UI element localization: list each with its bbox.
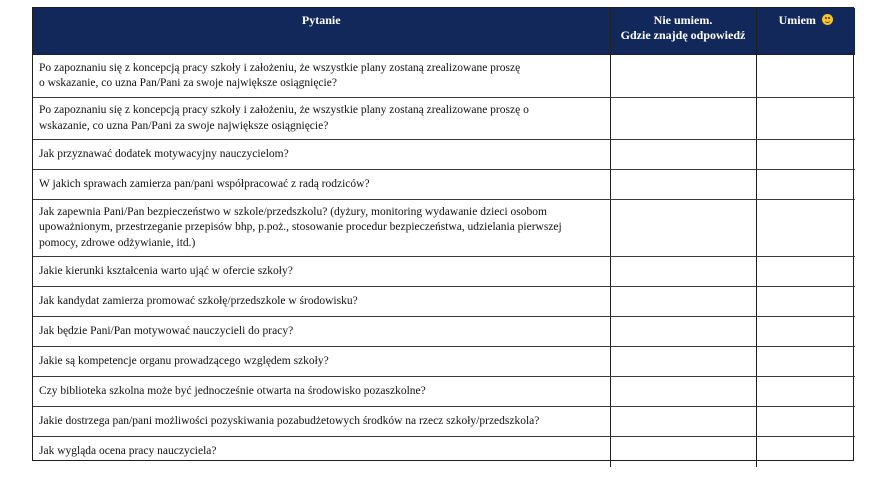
table-row	[33, 347, 855, 377]
question-table-container	[32, 7, 854, 461]
dont-know-cell[interactable]	[610, 347, 756, 377]
dont-know-cell[interactable]	[610, 377, 756, 407]
know-cell[interactable]	[756, 347, 855, 377]
know-cell[interactable]	[756, 170, 855, 200]
header-dont-know-line1: Nie umiem.	[653, 13, 713, 27]
question-line: Jak zapewnia Pani/Pan bezpieczeństwo w szkole/przedszkolu? (dyżury, monitoring wydawanie dzieci osobom	[39, 205, 547, 218]
question-cell	[33, 98, 610, 140]
question-cell	[33, 200, 610, 257]
question-cell	[33, 317, 610, 347]
question-line: Jak wygląda ocena pracy nauczyciela?	[39, 445, 217, 457]
know-cell[interactable]	[756, 55, 855, 98]
question-line: o wskazanie, co uzna Pan/Pani za swoje największe osiągnięcie?	[39, 77, 337, 89]
dont-know-cell[interactable]	[610, 170, 756, 200]
question-table	[33, 8, 855, 467]
know-cell[interactable]	[756, 98, 855, 140]
table-row	[33, 170, 855, 200]
dont-know-cell[interactable]	[610, 287, 756, 317]
know-cell[interactable]	[756, 377, 855, 407]
table-row	[33, 55, 855, 98]
dont-know-cell[interactable]	[610, 407, 756, 437]
question-cell	[33, 170, 610, 200]
dont-know-cell[interactable]	[610, 317, 756, 347]
table-row	[33, 437, 855, 467]
question-line: Czy biblioteka szkolna może być jednocześnie otwarta na środowisko pozaszkolne?	[39, 384, 426, 397]
question-cell	[33, 347, 610, 377]
question-line: Jakie kierunki kształcenia warto ująć w ofercie szkoły?	[39, 264, 293, 277]
question-cell	[33, 377, 610, 407]
table-row	[33, 407, 855, 437]
know-cell[interactable]	[756, 437, 855, 467]
header-know	[756, 8, 855, 55]
header-dont-know-line2: Gdzie znajdę odpowiedź	[620, 28, 746, 42]
know-cell[interactable]	[756, 317, 855, 347]
smiling-face-icon	[822, 14, 833, 25]
table-row	[33, 317, 855, 347]
table-row	[33, 140, 855, 170]
dont-know-cell[interactable]	[610, 98, 756, 140]
question-line: Po zapoznaniu się z koncepcją pracy szkoły i założeniu, że wszystkie plany zostaną zrealizowane proszę	[39, 61, 521, 74]
dont-know-cell[interactable]	[610, 140, 756, 170]
question-line: W jakich sprawach zamierza pan/pani współpracować z radą rodziców?	[39, 177, 370, 190]
question-cell	[33, 287, 610, 317]
question-cell	[33, 407, 610, 437]
dont-know-cell[interactable]	[610, 55, 756, 98]
question-line: pomocy, zdrowe odżywianie, itd.)	[39, 236, 196, 249]
question-line: Jakie dostrzega pan/pani możliwości pozyskiwania pozabudżetowych środków na rzecz szkoły/przedszkola?	[39, 414, 540, 427]
table-row	[33, 98, 855, 140]
know-cell[interactable]	[756, 200, 855, 257]
question-cell	[33, 437, 610, 467]
header-know-label: Umiem	[778, 13, 816, 27]
know-cell[interactable]	[756, 287, 855, 317]
header-dont-know	[610, 8, 756, 55]
know-cell[interactable]	[756, 407, 855, 437]
question-line: Jak przyznawać dodatek motywacyjny nauczycielom?	[39, 147, 289, 160]
table-row	[33, 287, 855, 317]
table-header-row	[33, 8, 855, 55]
question-line: upoważnionym, przestrzeganie przepisów bhp, p.poż., stosowanie procedur bezpieczeństwa, udzielania pierwszej	[39, 221, 562, 234]
question-cell	[33, 55, 610, 98]
dont-know-cell[interactable]	[610, 437, 756, 467]
question-cell	[33, 257, 610, 287]
question-cell	[33, 140, 610, 170]
know-cell[interactable]	[756, 257, 855, 287]
question-line: Po zapoznaniu się z koncepcją pracy szkoły i założeniu, że wszystkie plany zostaną zrealizowane proszę o	[39, 104, 529, 116]
question-line: Jak kandydat zamierza promować szkołę/przedszkole w środowisku?	[39, 294, 358, 307]
table-row	[33, 257, 855, 287]
dont-know-cell[interactable]	[610, 200, 756, 257]
question-line: Jakie są kompetencje organu prowadzącego względem szkoły?	[39, 354, 329, 367]
dont-know-cell[interactable]	[610, 257, 756, 287]
table-row	[33, 200, 855, 257]
know-cell[interactable]	[756, 140, 855, 170]
question-line: wskazanie, co uzna Pan/Pani za swoje największe osiągnięcie?	[39, 119, 329, 132]
header-question	[33, 8, 610, 55]
question-line: Jak będzie Pani/Pan motywować nauczycieli do pracy?	[39, 324, 294, 337]
header-question-label: Pytanie	[301, 13, 341, 27]
table-row	[33, 377, 855, 407]
